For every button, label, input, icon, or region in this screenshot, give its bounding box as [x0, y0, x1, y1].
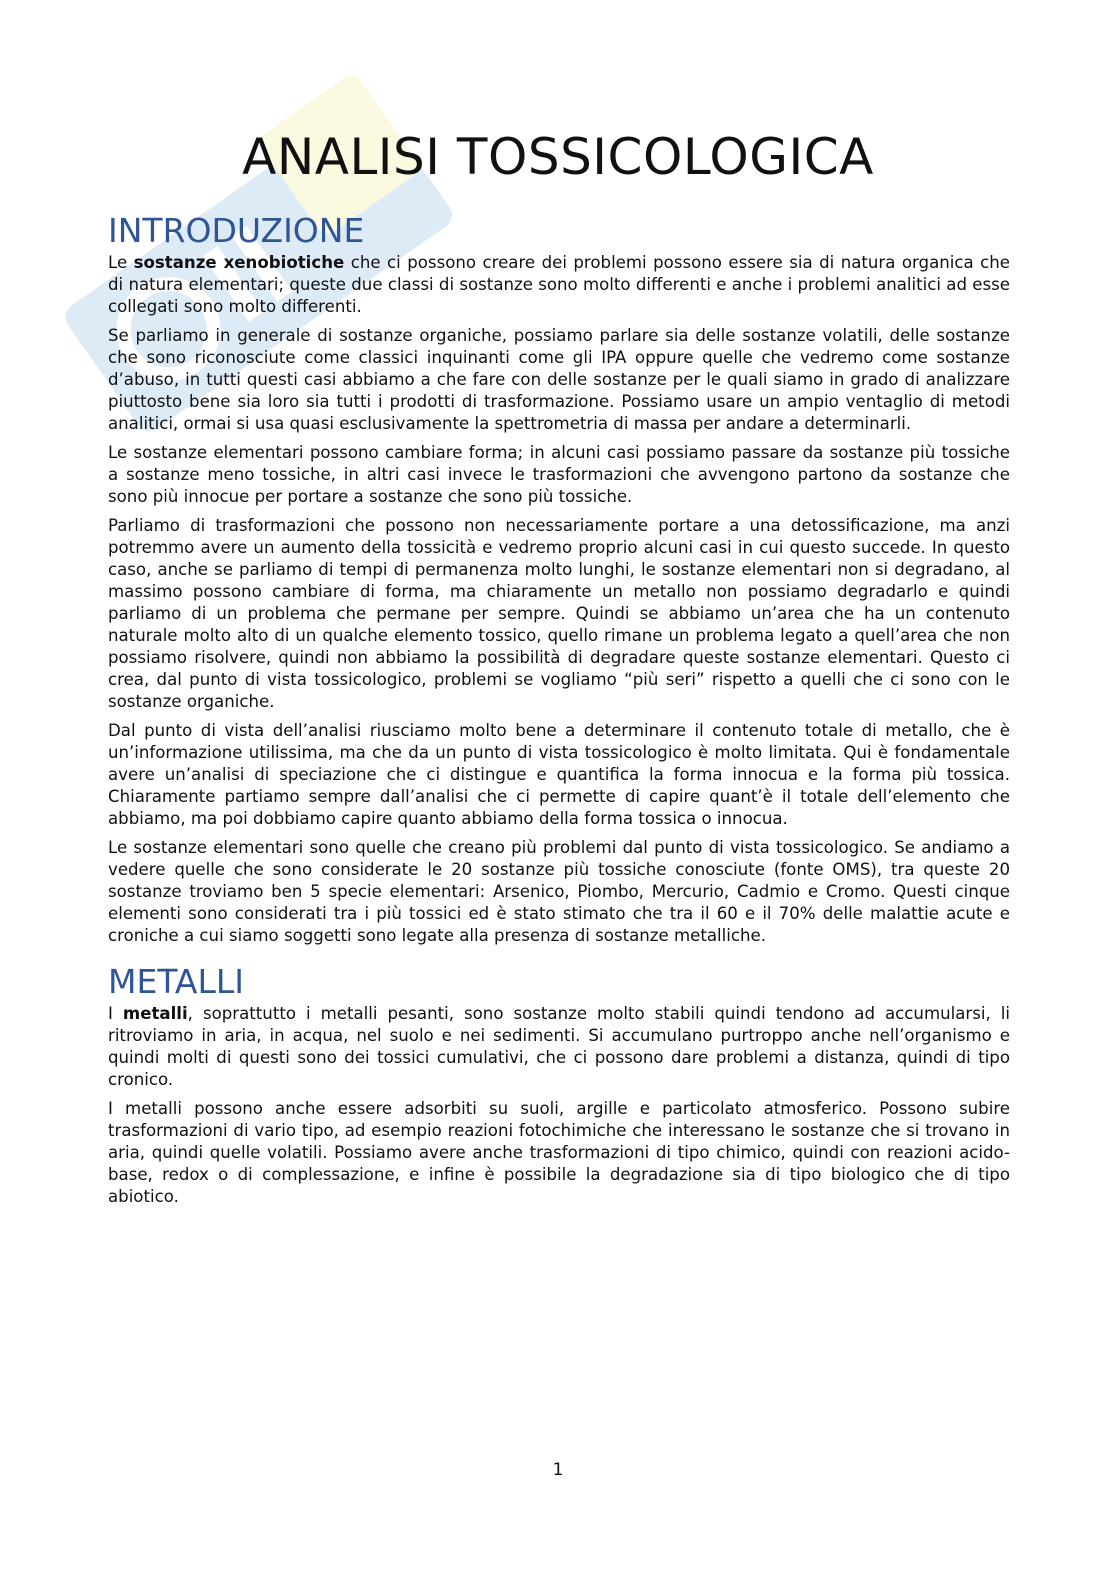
section-heading-introduzione: INTRODUZIONE	[108, 211, 365, 250]
bold-term: sostanze xenobiotiche	[133, 252, 345, 272]
bold-term: metalli	[122, 1003, 188, 1023]
paragraph: Dal punto di vista dell’analisi riusciamo molto bene a determinare il contenuto totale di metallo, che è un’informazione utilissima, ma che da un punto di vista tossicologico è molto limitata. Qui è fondamentale avere un’analisi di speciazione che ci distingue e quantifica la forma innocua e la forma più tossica. Chiaramente partiamo sempre dall’analisi che ci permette di capire quant’è il totale dell’elemento che abbiamo, ma poi dobbiamo capire quanto abbiamo della forma tossica o innocua.	[108, 720, 1010, 828]
section-heading-metalli: METALLI	[108, 961, 244, 1001]
paragraph: Le sostanze elementari sono quelle che creano più problemi dal punto di vista tossicologico. Se andiamo a vedere quelle che sono considerate le 20 sostanze più tossiche conosciute (fonte OMS), tra queste 20 sostanze troviamo ben 5 specie elementari: Arsenico, Piombo, Mercurio, Cadmio e Cromo. Questi cinque elementi sono considerati tra i più tossici ed è stato stimato che tra il 60 e il 70% delle malattie acute e croniche a cui siamo soggetti sono legate alla presenza di sostanze metalliche.	[108, 837, 1010, 945]
paragraph: Se parliamo in generale di sostanze organiche, possiamo parlare sia delle sostanze volatili, delle sostanze che sono riconosciute come classici inquinanti come gli IPA oppure quelle che vedremo come sostanze d’abuso, in tutti questi casi abbiamo a che fare con delle sostanze per le quali siamo in grado di analizzare piuttosto bene sia loro sia tutti i prodotti di trasformazione. Possiamo usare un ampio ventaglio di metodi analitici, ormai si usa quasi esclusivamente la spettrometria di massa per andare a determinarli.	[108, 325, 1010, 433]
paragraph: Parliamo di trasformazioni che possono non necessariamente portare a una detossificazione, ma anzi potremmo avere un aumento della tossicità e vedremo proprio alcuni casi in cui questo succede. In questo caso, anche se parliamo di tempi di permanenza molto lunghi, le sostanze elementari non si degradano, al massimo possono cambiare di forma, ma chiaramente un metallo non possiamo degradarlo e quindi parliamo di un problema che permane per sempre. Quindi se abbiamo un’area che ha un contenuto naturale molto alto di un qualche elemento tossico, quello rimane un problema legato a quell’area che non possiamo risolvere, quindi non abbiamo la possibilità di degradare queste sostanze elementari. Questo ci crea, dal punto di vista tossicologico, problemi se vogliamo “più seri” rispetto a quelli che ci sono con le sostanze organiche.	[108, 515, 1010, 711]
text-run: che ci possono creare dei problemi possono essere sia di natura organica che di natura elementari; queste due classi di sostanze sono molto differenti e anche i problemi analitici ad esse collegati sono molto differenti.	[108, 252, 1010, 316]
document-title: ANALISI TOSSICOLOGICA	[242, 128, 874, 186]
text-run: Le	[108, 252, 134, 272]
paragraph	[108, 252, 1010, 318]
paragraph: I metalli possono anche essere adsorbiti su suoli, argille e particolato atmosferico. Possono subire trasformazioni di vario tipo, ad esempio reazioni fotochimiche che interessano le sostanze che si trovano in aria, quindi quelle volatili. Possiamo avere anche trasformazioni di tipo chimico, quindi con reazioni acido-base, redox o di complessazione, e infine è possibile la degradazione sia di tipo biologico che di tipo abiotico.	[108, 1098, 1010, 1206]
page-number: 1	[552, 1460, 564, 1480]
paragraph: Le sostanze elementari possono cambiare forma; in alcuni casi possiamo passare da sostanze più tossiche a sostanze meno tossiche, in altri casi invece le trasformazioni che avvengono partono da sostanze che sono più innocue per portare a sostanze che sono più tossiche.	[108, 442, 1010, 506]
text-run: I	[108, 1003, 123, 1023]
text-run: , soprattutto i metalli pesanti, sono sostanze molto stabili quindi tendono ad accumularsi, li ritroviamo in aria, in acqua, nel suolo e nei sedimenti. Si accumulano purtroppo anche nell’organismo e quindi molti di questi sono dei tossici cumulativi, che ci possono dare problemi a distanza, quindi di tipo cronico.	[108, 1003, 1010, 1089]
paragraph	[108, 1003, 1010, 1091]
document-body	[108, 212, 1010, 1215]
